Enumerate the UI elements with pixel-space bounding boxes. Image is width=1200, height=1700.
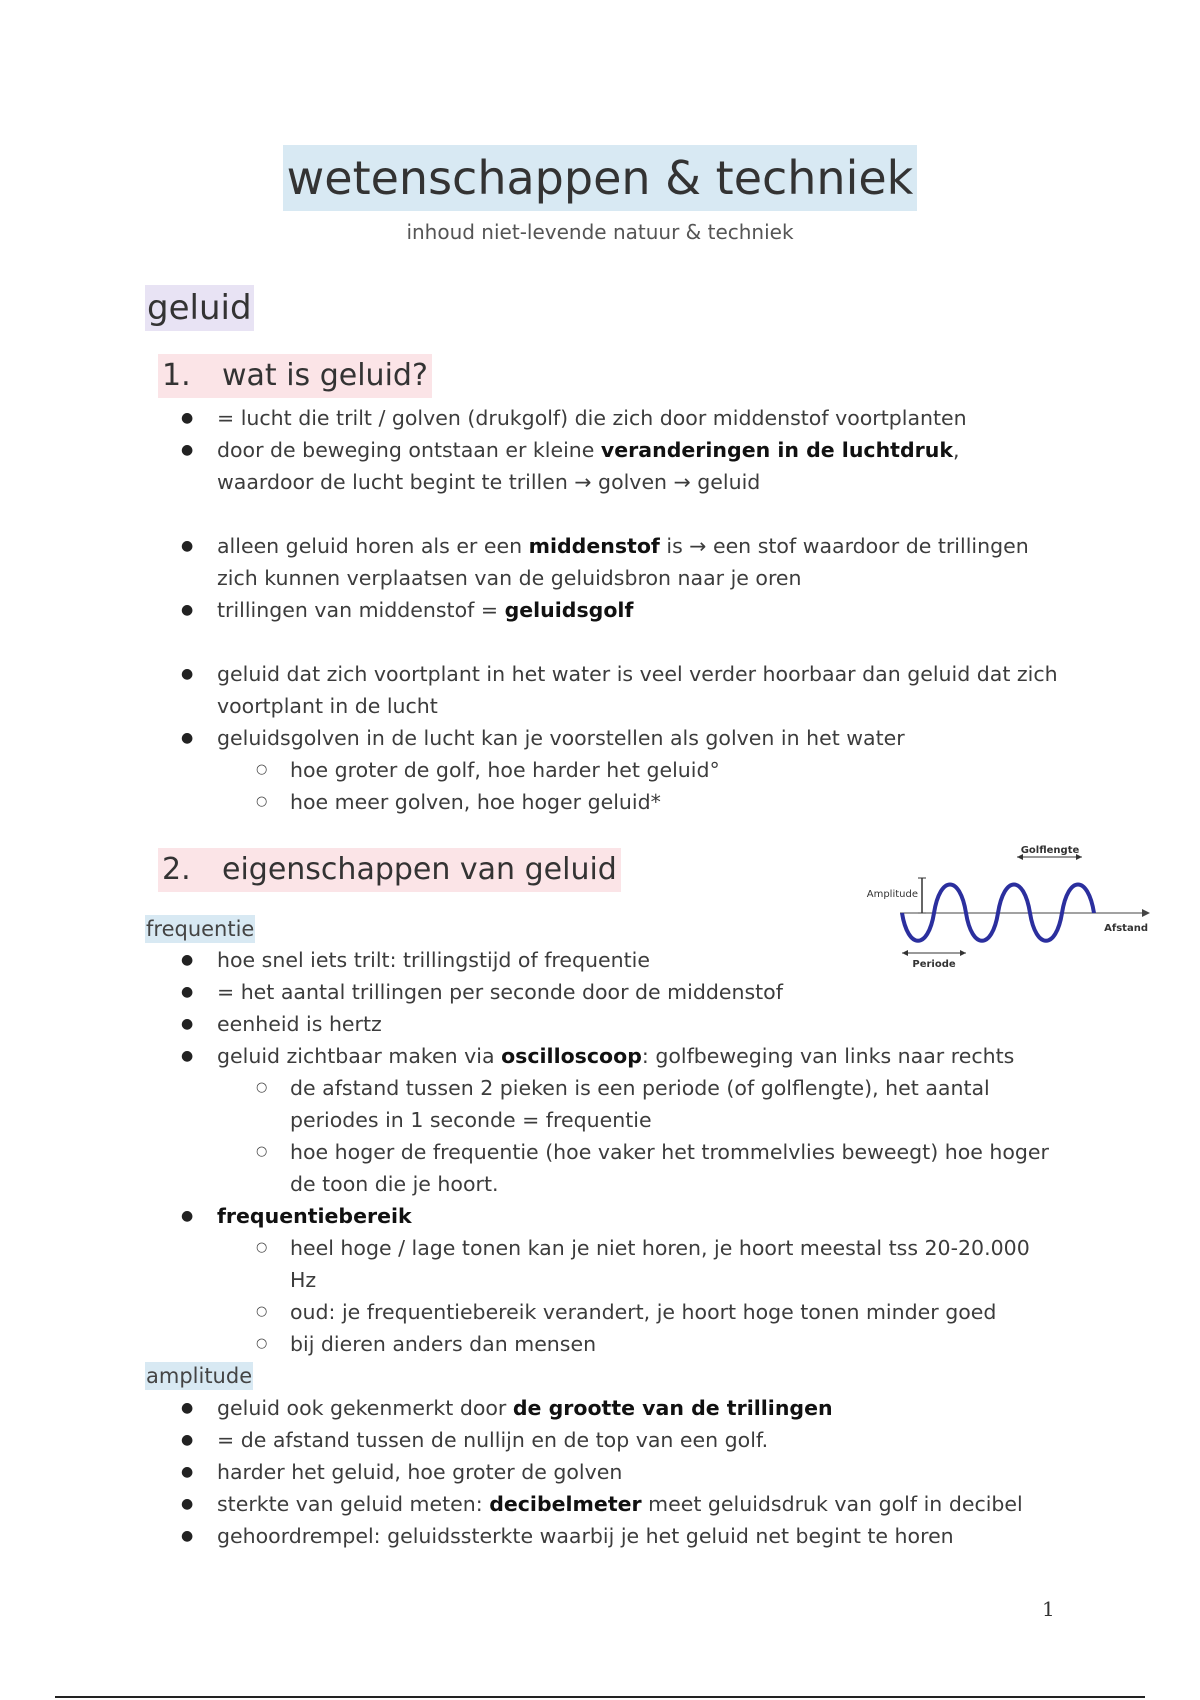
list-item <box>0 530 1200 594</box>
item-text: geluid ook gekenmerkt door <box>217 1396 513 1420</box>
sub-list-item <box>0 1232 1200 1296</box>
list-item <box>0 402 1200 434</box>
item-text: = de afstand tussen de nullijn en de top van een golf. <box>217 1428 769 1452</box>
item-text: , waardoor de lucht begint te trillen → golven → geluid <box>217 438 960 494</box>
item-text: geluidsgolven in de lucht kan je voorstellen als golven in het water <box>217 726 905 750</box>
title-wrap <box>0 145 1200 211</box>
list-item <box>0 1488 1200 1520</box>
list-item <box>0 1200 1200 1232</box>
page-title: wetenschappen & techniek <box>283 145 918 211</box>
axis-arrow <box>1142 909 1150 917</box>
sub-list-item <box>0 1296 1200 1328</box>
item-bold: decibelmeter <box>489 1492 642 1516</box>
section-title: geluid <box>145 285 254 331</box>
item-bold: veranderingen in de luchtdruk <box>600 438 953 462</box>
item-text: bij dieren anders dan mensen <box>290 1332 597 1356</box>
subheading-frequentie: frequentie <box>146 917 255 941</box>
item-text: geluid dat zich voortplant in het water is veel verder hoorbaar dan geluid dat zich voortplant in de lucht <box>217 662 1058 718</box>
list-item <box>0 944 1200 976</box>
item-text: hoe hoger de frequentie (hoe vaker het trommelvlies beweegt) hoe hoger de toon die je hoort. <box>290 1140 1049 1196</box>
item-text: geluid zichtbaar maken via <box>217 1044 502 1068</box>
item-text: = lucht die trilt / golven (drukgolf) die zich door middenstof voortplanten <box>217 406 967 430</box>
item-text: meet geluidsdruk van golf in decibel <box>641 1492 1023 1516</box>
list-item <box>0 434 1200 498</box>
list-item <box>0 1008 1200 1040</box>
amplitude-list <box>0 1392 1200 1552</box>
item-text: harder het geluid, hoe groter de golven <box>217 1460 623 1484</box>
item-bold: frequentiebereik <box>217 1204 412 1228</box>
list-item <box>0 722 1200 754</box>
page-number: 1 <box>1042 1597 1055 1621</box>
sub-list-item <box>0 1136 1200 1200</box>
heading-number: 1. <box>162 358 191 393</box>
item-text: eenheid is hertz <box>217 1012 382 1036</box>
sub-list-item <box>0 1328 1200 1360</box>
list-item <box>0 1520 1200 1552</box>
item-text: gehoordrempel: geluidssterkte waarbij je het geluid net begint te horen <box>217 1524 954 1548</box>
item-text: heel hoge / lage tonen kan je niet horen, je hoort meestal tss 20-20.000 Hz <box>290 1236 1030 1292</box>
item-text: oud: je frequentiebereik verandert, je hoort hoge tonen minder goed <box>290 1300 997 1324</box>
item-text: : golfbeweging van links naar rechts <box>641 1044 1015 1068</box>
list-item <box>0 1392 1200 1424</box>
list-item <box>0 1040 1200 1072</box>
item-text: = het aantal trillingen per seconde door de middenstof <box>217 980 783 1004</box>
item-text: de afstand tussen 2 pieken is een periode (of golflengte), het aantal periodes in 1 seconde = frequentie <box>290 1076 990 1132</box>
subheading-amplitude: amplitude <box>146 1364 253 1388</box>
afstand-label: Afstand <box>1104 923 1148 934</box>
page-subtitle: inhoud niet-levende natuur & techniek <box>406 220 794 244</box>
item-bold: de grootte van de trillingen <box>512 1396 833 1420</box>
item-bold: middenstof <box>528 534 660 558</box>
item-text: hoe groter de golf, hoe harder het geluid° <box>290 758 720 782</box>
heading-wat-is-geluid <box>158 354 432 398</box>
item-text: alleen geluid horen als er een <box>217 534 529 558</box>
heading-text: wat is geluid? <box>222 358 428 393</box>
heading-eigenschappen <box>158 848 621 892</box>
list-item <box>0 1456 1200 1488</box>
item-text: sterkte van geluid meten: <box>217 1492 490 1516</box>
heading-text: eigenschappen van geluid <box>222 852 617 887</box>
sub-list-item <box>0 1072 1200 1136</box>
list-item <box>0 976 1200 1008</box>
item-text: hoe snel iets trilt: trillingstijd of frequentie <box>217 948 650 972</box>
golflengte-label: Golflengte <box>1020 845 1080 856</box>
item-bold: oscilloscoop <box>501 1044 642 1068</box>
geluid-list <box>0 402 1200 818</box>
frequentie-list <box>0 944 1200 1360</box>
item-text: trillingen van middenstof = <box>217 598 505 622</box>
sub-list-item <box>0 754 1200 786</box>
periode-label: Periode <box>912 959 956 970</box>
heading-number: 2. <box>162 852 191 887</box>
list-item <box>0 594 1200 626</box>
item-bold: geluidsgolf <box>504 598 634 622</box>
list-item <box>0 658 1200 722</box>
list-item <box>0 1424 1200 1456</box>
footer-rule <box>55 1696 1145 1698</box>
amplitude-label: Amplitude <box>866 889 918 900</box>
item-text: hoe meer golven, hoe hoger geluid* <box>290 790 661 814</box>
item-text: door de beweging ontstaan er kleine <box>217 438 601 462</box>
sub-list-item <box>0 786 1200 818</box>
item-text: is → een stof waardoor de trillingen zich kunnen verplaatsen van de geluidsbron naar je oren <box>217 534 1029 590</box>
